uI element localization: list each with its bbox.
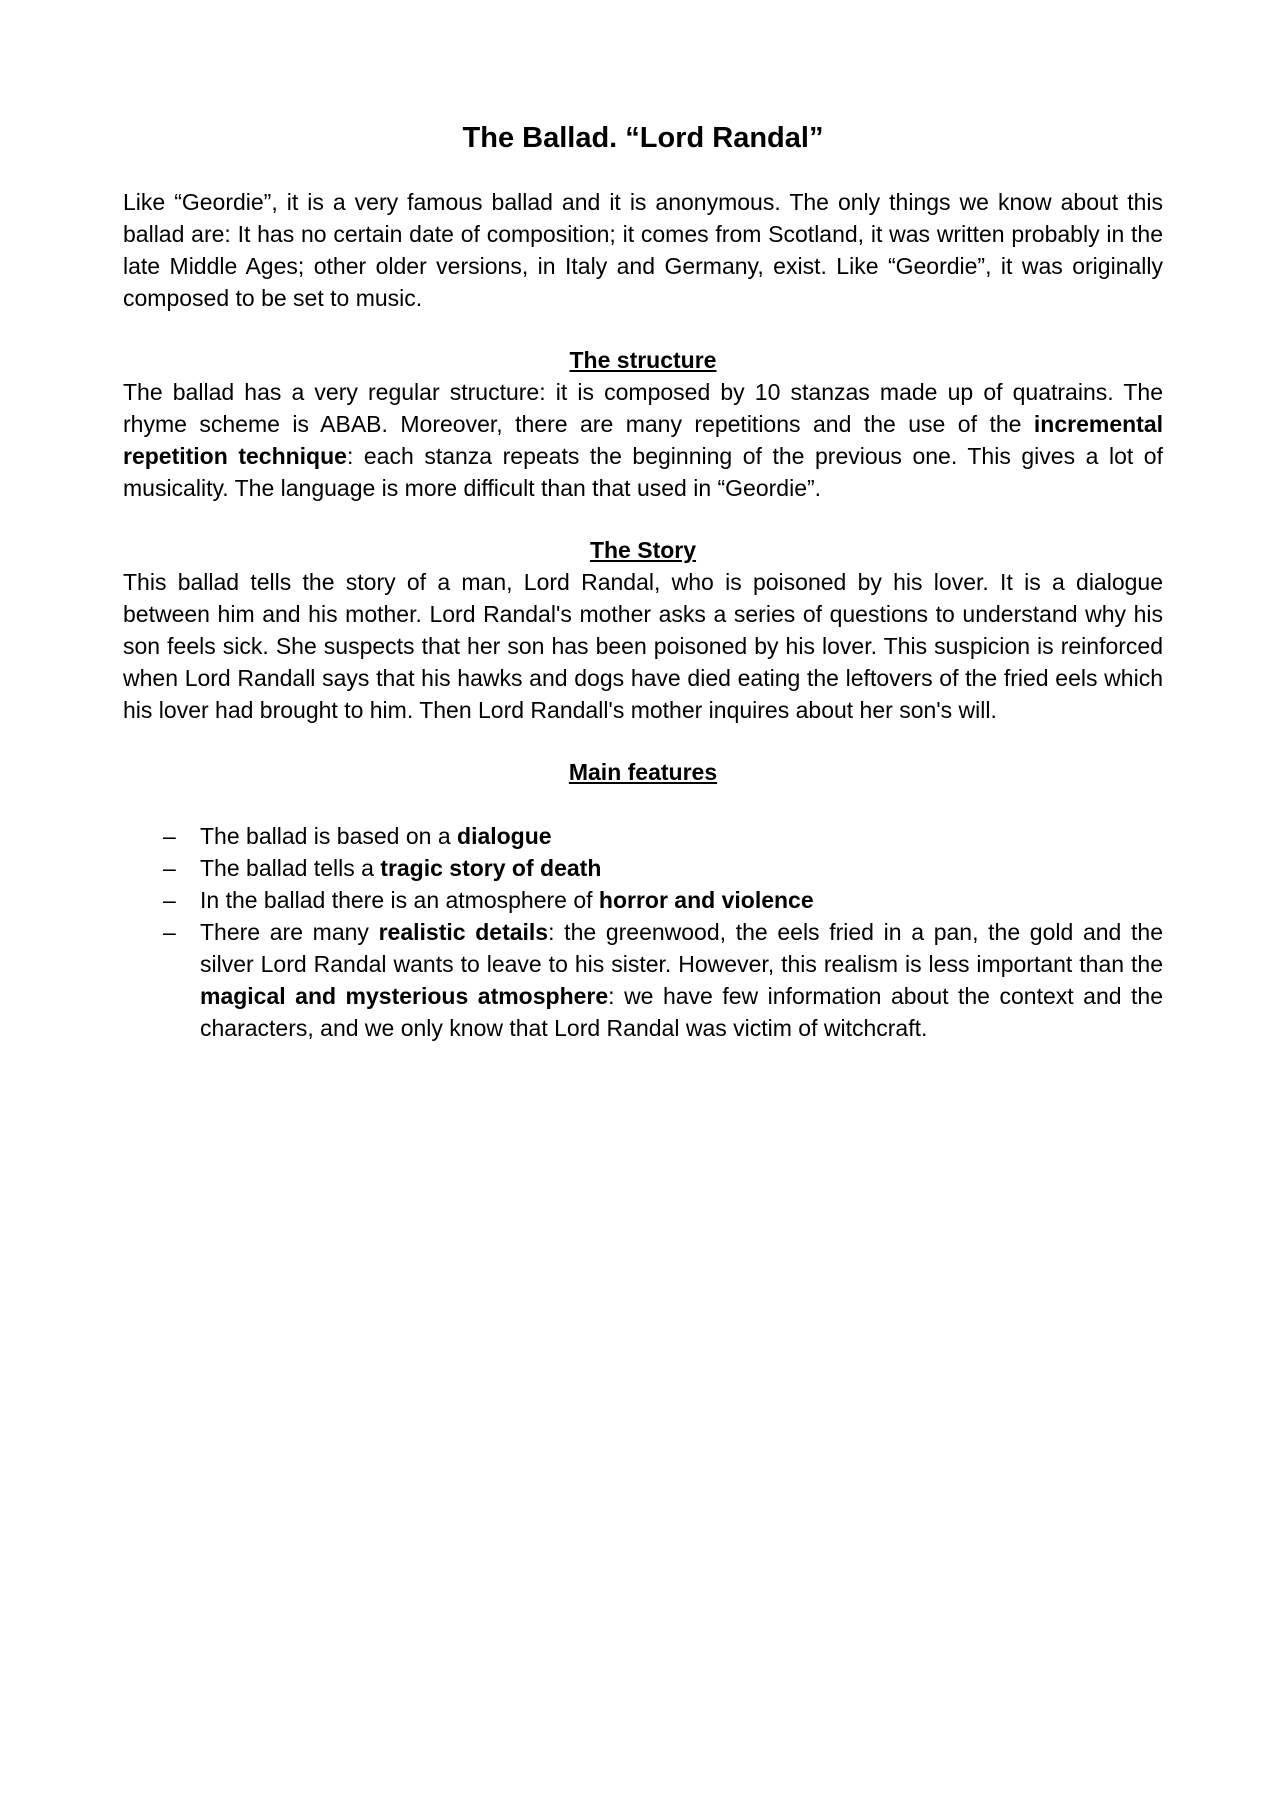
feature-bold: magical and mysterious atmosphere [200,983,609,1009]
feature-text: In the ballad there is an atmosphere of [200,887,599,913]
structure-paragraph [123,376,1163,504]
structure-bold-term: incremental repetition technique [123,411,1163,469]
feature-text: : the greenwood, the eels fried in a pan, the gold and the silver Lord Randal wants to leave to his sister. However, this realism is less important than the [200,919,1163,977]
feature-bold: horror and violence [598,887,814,913]
document-page [123,120,1163,1044]
bullet-dash: – [163,823,176,849]
document-title: The Ballad. “Lord Randal” [462,122,824,154]
intro-paragraph: Like “Geordie”, it is a very famous ballad and it is anonymous. The only things we know about this ballad are: It has no certain date of composition; it comes from Scotland, it was written probably in the late Middle Ages; other older versions, in Italy and Germany, exist. Like “Geordie”, it was originally composed to be set to music. [123,189,1163,311]
bullet-dash: – [163,887,176,913]
feature-text: The ballad tells a [200,855,381,881]
structure-text-1: The ballad has a very regular structure: it is composed by 10 stanzas made up of quatrains. The rhyme scheme is ABAB. Moreover, there are many repetitions and the use of the [123,379,1163,437]
list-item [123,884,1163,916]
features-list [123,820,1163,1044]
feature-text: There are many [200,919,379,945]
structure-text-2: : each stanza repeats the beginning of the previous one. This gives a lot of musicality. The language is more difficult than that used in “Geordie”. [123,443,1163,501]
feature-bold: realistic details [378,919,549,945]
feature-text: The ballad is based on a [200,823,458,849]
list-item [123,852,1163,884]
features-heading: Main features [568,759,718,785]
structure-heading: The structure [569,347,717,373]
list-item [123,916,1163,1044]
feature-bold: dialogue [457,823,552,849]
feature-bold: tragic story of death [380,855,602,881]
list-item [123,820,1163,852]
story-paragraph: This ballad tells the story of a man, Lord Randal, who is poisoned by his lover. It is a dialogue between him and his mother. Lord Randal's mother asks a series of questions to understand why his son feels sick. She suspects that her son has been poisoned by his lover. This suspicion is reinforced when Lord Randall says that his hawks and dogs have died eating the leftovers of the fried eels which his lover had brought to him. Then Lord Randall's mother inquires about her son's will. [123,569,1163,723]
bullet-dash: – [163,919,176,945]
feature-text: : we have few information about the context and the characters, and we only know that Lord Randal was victim of witchcraft. [200,983,1164,1041]
story-heading: The Story [589,537,697,563]
bullet-dash: – [163,855,176,881]
